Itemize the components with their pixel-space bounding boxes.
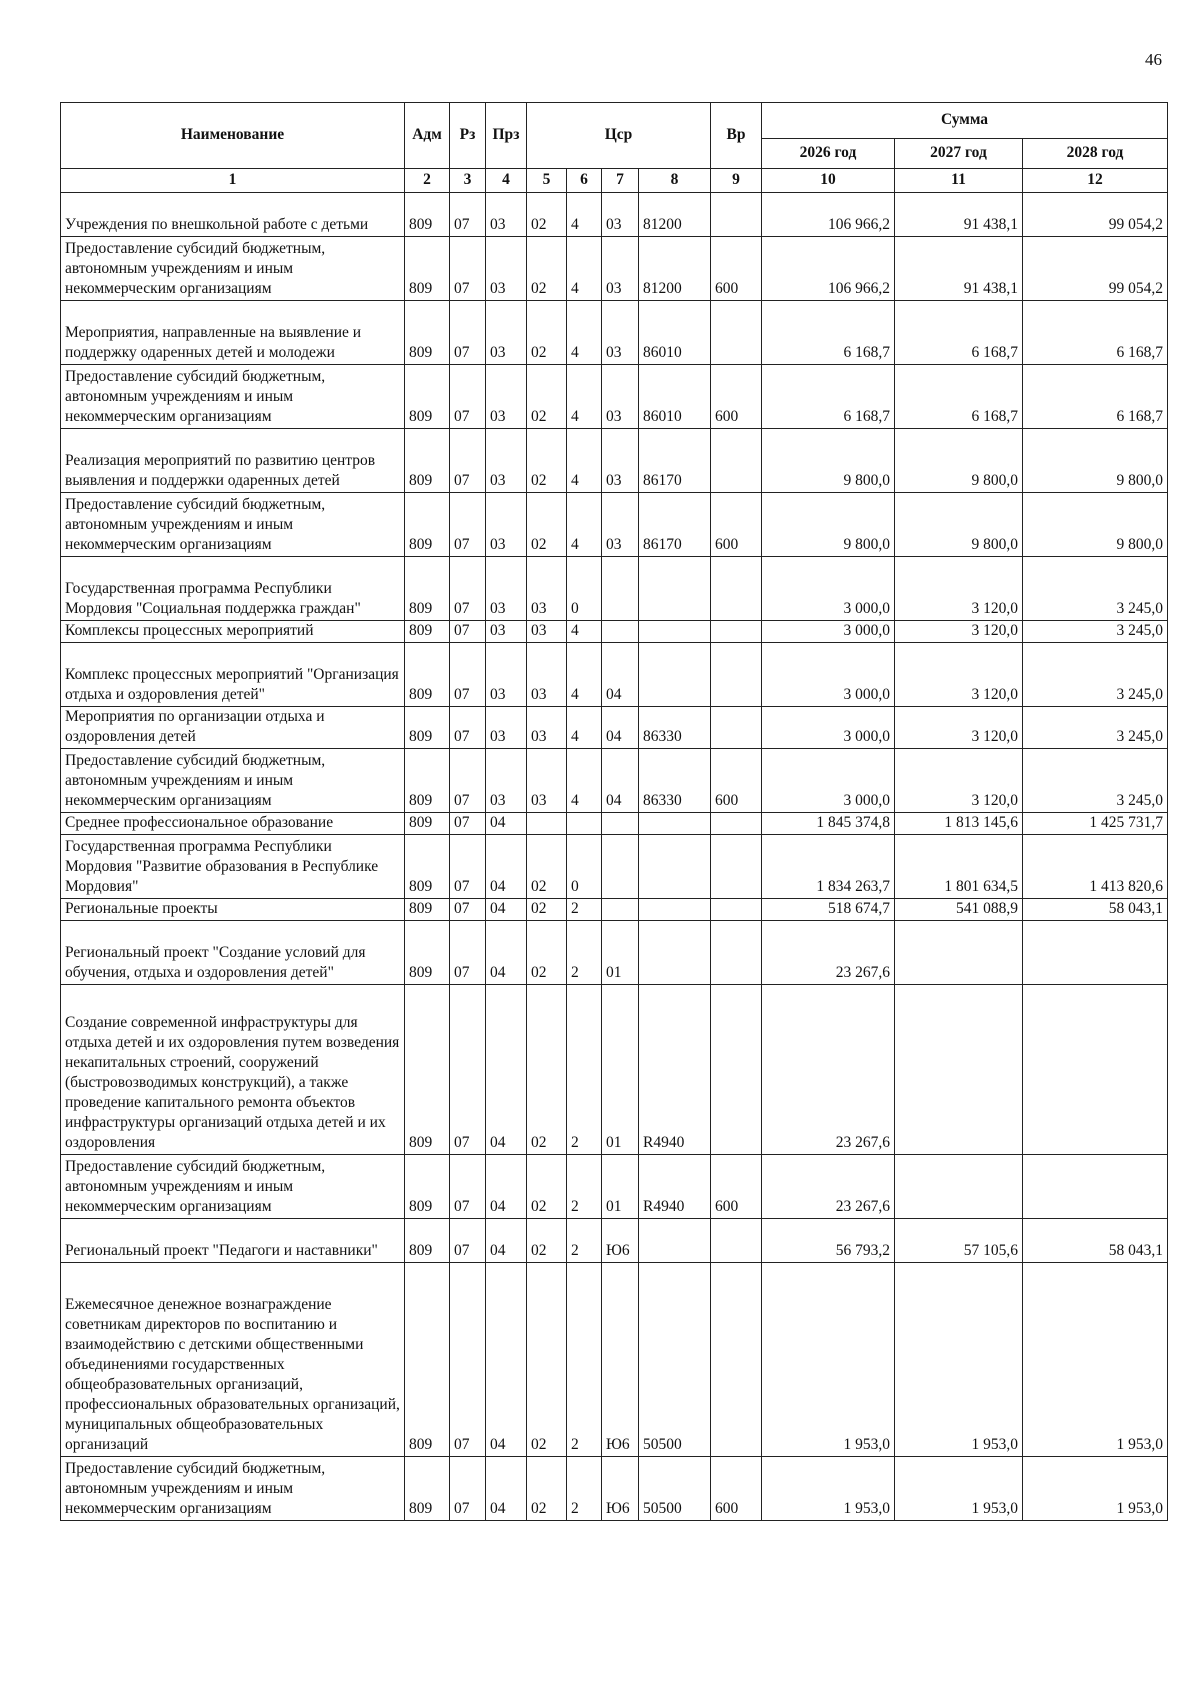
cell-sum-2027: 1 813 145,6 [895, 813, 1023, 835]
cell-sum-2028: 6 168,7 [1023, 365, 1168, 429]
cell-prz: 03 [486, 493, 527, 557]
column-number: 11 [895, 169, 1023, 193]
cell-sum-2026: 1 834 263,7 [762, 835, 895, 899]
column-number: 8 [639, 169, 711, 193]
cell-sum-2027: 3 120,0 [895, 621, 1023, 643]
cell-adm: 809 [405, 813, 450, 835]
cell-csr-8: 86330 [639, 707, 711, 749]
cell-csr-7 [602, 835, 639, 899]
cell-sum-2026: 9 800,0 [762, 493, 895, 557]
cell-sum-2027: 541 088,9 [895, 899, 1023, 921]
cell-csr-6: 4 [567, 621, 602, 643]
cell-prz: 03 [486, 365, 527, 429]
cell-adm: 809 [405, 921, 450, 985]
cell-csr-5: 02 [527, 1219, 567, 1263]
cell-vr: 600 [711, 1155, 762, 1219]
row-name: Учреждения по внешкольной работе с детьми [61, 193, 405, 237]
cell-rz: 07 [450, 643, 486, 707]
header-rz: Рз [450, 103, 486, 169]
cell-csr-7 [602, 899, 639, 921]
cell-csr-7: 03 [602, 301, 639, 365]
cell-prz: 03 [486, 643, 527, 707]
cell-rz: 07 [450, 429, 486, 493]
cell-adm: 809 [405, 301, 450, 365]
cell-sum-2027: 3 120,0 [895, 643, 1023, 707]
table-row [61, 1457, 1168, 1521]
table-row [61, 237, 1168, 301]
row-name: Среднее профессиональное образование [61, 813, 405, 835]
cell-sum-2027: 9 800,0 [895, 429, 1023, 493]
cell-csr-6: 4 [567, 707, 602, 749]
column-number: 10 [762, 169, 895, 193]
cell-sum-2027: 91 438,1 [895, 237, 1023, 301]
cell-csr-6: 4 [567, 301, 602, 365]
cell-adm: 809 [405, 749, 450, 813]
cell-csr-5: 02 [527, 921, 567, 985]
column-number: 4 [486, 169, 527, 193]
table-row [61, 899, 1168, 921]
table-row [61, 985, 1168, 1155]
cell-csr-8: 86330 [639, 749, 711, 813]
row-name: Государственная программа Республики Мордовия "Развитие образования в Республике Мордовия" [61, 835, 405, 899]
row-name: Региональный проект "Создание условий для обучения, отдыха и оздоровления детей" [61, 921, 405, 985]
cell-csr-6: 4 [567, 365, 602, 429]
table-row [61, 1219, 1168, 1263]
header-prz: Прз [486, 103, 527, 169]
cell-sum-2028: 99 054,2 [1023, 237, 1168, 301]
cell-prz: 04 [486, 1263, 527, 1457]
row-name: Региональный проект "Педагоги и наставники" [61, 1219, 405, 1263]
header-csr: Цср [527, 103, 711, 169]
cell-rz: 07 [450, 899, 486, 921]
cell-vr [711, 301, 762, 365]
cell-csr-8: 86170 [639, 493, 711, 557]
cell-adm: 809 [405, 643, 450, 707]
cell-rz: 07 [450, 1457, 486, 1521]
cell-sum-2028: 6 168,7 [1023, 301, 1168, 365]
cell-sum-2027: 3 120,0 [895, 557, 1023, 621]
cell-csr-6: 4 [567, 493, 602, 557]
cell-prz: 04 [486, 1457, 527, 1521]
table-row [61, 921, 1168, 985]
cell-csr-7 [602, 621, 639, 643]
row-name: Государственная программа Республики Мордовия "Социальная поддержка граждан" [61, 557, 405, 621]
table-row [61, 835, 1168, 899]
cell-csr-5: 02 [527, 365, 567, 429]
cell-sum-2026: 23 267,6 [762, 921, 895, 985]
cell-csr-8: 86170 [639, 429, 711, 493]
header-adm: Адм [405, 103, 450, 169]
column-number: 7 [602, 169, 639, 193]
cell-csr-8: R4940 [639, 985, 711, 1155]
cell-csr-8: 50500 [639, 1263, 711, 1457]
cell-adm: 809 [405, 365, 450, 429]
cell-sum-2028: 3 245,0 [1023, 707, 1168, 749]
row-name: Предоставление субсидий бюджетным, автономным учреждениям и иным некоммерческим организациям [61, 493, 405, 557]
header-year-2026: 2026 год [762, 139, 895, 169]
cell-sum-2026: 23 267,6 [762, 1155, 895, 1219]
cell-csr-7: 04 [602, 707, 639, 749]
cell-csr-5: 02 [527, 301, 567, 365]
cell-sum-2028 [1023, 921, 1168, 985]
row-name: Создание современной инфраструктуры для отдыха детей и их оздоровления путем возведения некапитальных строений, сооружений (быстровозводимых конструкций), а также проведение капитального ремонта объектов инфраструктуры организаций отдыха детей и их оздоровления [61, 985, 405, 1155]
cell-vr [711, 1263, 762, 1457]
cell-vr [711, 835, 762, 899]
cell-adm: 809 [405, 1457, 450, 1521]
table-row [61, 301, 1168, 365]
header-summa: Сумма [762, 103, 1168, 139]
cell-rz: 07 [450, 985, 486, 1155]
cell-csr-7: 03 [602, 429, 639, 493]
cell-sum-2028: 1 953,0 [1023, 1263, 1168, 1457]
cell-adm: 809 [405, 1219, 450, 1263]
cell-csr-7: 04 [602, 749, 639, 813]
table-row [61, 813, 1168, 835]
cell-vr: 600 [711, 749, 762, 813]
cell-csr-5: 03 [527, 707, 567, 749]
column-number: 3 [450, 169, 486, 193]
cell-rz: 07 [450, 1263, 486, 1457]
cell-vr: 600 [711, 237, 762, 301]
cell-sum-2026: 56 793,2 [762, 1219, 895, 1263]
cell-sum-2028 [1023, 1155, 1168, 1219]
cell-prz: 03 [486, 301, 527, 365]
row-name: Ежемесячное денежное вознаграждение советникам директоров по воспитанию и взаимодействию с детскими общественными объединениями государственных общеобразовательных организаций, профессиональных образовательных организаций, муниципальных общеобразовательных организаций [61, 1263, 405, 1457]
cell-vr: 600 [711, 1457, 762, 1521]
cell-sum-2028: 58 043,1 [1023, 899, 1168, 921]
cell-sum-2027 [895, 1155, 1023, 1219]
cell-adm: 809 [405, 835, 450, 899]
cell-vr [711, 643, 762, 707]
cell-csr-6: 2 [567, 899, 602, 921]
page-number: 46 [1145, 50, 1162, 69]
column-number: 2 [405, 169, 450, 193]
cell-csr-7: 01 [602, 985, 639, 1155]
cell-sum-2027: 3 120,0 [895, 707, 1023, 749]
cell-csr-7: 01 [602, 921, 639, 985]
cell-sum-2028: 3 245,0 [1023, 749, 1168, 813]
cell-csr-5: 03 [527, 621, 567, 643]
cell-prz: 03 [486, 621, 527, 643]
cell-csr-5: 02 [527, 1263, 567, 1457]
cell-sum-2026: 3 000,0 [762, 643, 895, 707]
cell-vr [711, 193, 762, 237]
cell-csr-8 [639, 899, 711, 921]
cell-csr-5: 03 [527, 557, 567, 621]
cell-csr-7: 03 [602, 237, 639, 301]
cell-adm: 809 [405, 237, 450, 301]
cell-sum-2027: 1 953,0 [895, 1263, 1023, 1457]
table-row [61, 365, 1168, 429]
cell-sum-2026: 9 800,0 [762, 429, 895, 493]
cell-adm: 809 [405, 193, 450, 237]
cell-csr-7: 04 [602, 643, 639, 707]
cell-vr [711, 985, 762, 1155]
cell-prz: 03 [486, 193, 527, 237]
cell-csr-6: 2 [567, 921, 602, 985]
cell-sum-2027: 6 168,7 [895, 365, 1023, 429]
cell-rz: 07 [450, 621, 486, 643]
cell-sum-2028: 58 043,1 [1023, 1219, 1168, 1263]
row-name: Предоставление субсидий бюджетным, автономным учреждениям и иным некоммерческим организациям [61, 1155, 405, 1219]
row-name: Предоставление субсидий бюджетным, автономным учреждениям и иным некоммерческим организациям [61, 1457, 405, 1521]
cell-csr-7: 03 [602, 493, 639, 557]
cell-sum-2026: 518 674,7 [762, 899, 895, 921]
cell-csr-8: 81200 [639, 237, 711, 301]
header-year-2027: 2027 год [895, 139, 1023, 169]
cell-csr-5: 02 [527, 899, 567, 921]
cell-csr-6: 2 [567, 1457, 602, 1521]
row-name: Предоставление субсидий бюджетным, автономным учреждениям и иным некоммерческим организациям [61, 365, 405, 429]
cell-sum-2026: 6 168,7 [762, 365, 895, 429]
cell-prz: 04 [486, 1219, 527, 1263]
cell-csr-5: 02 [527, 985, 567, 1155]
cell-vr [711, 813, 762, 835]
cell-sum-2027: 1 801 634,5 [895, 835, 1023, 899]
cell-vr: 600 [711, 365, 762, 429]
cell-adm: 809 [405, 899, 450, 921]
cell-csr-7: 01 [602, 1155, 639, 1219]
cell-sum-2028: 9 800,0 [1023, 493, 1168, 557]
cell-sum-2027: 9 800,0 [895, 493, 1023, 557]
cell-adm: 809 [405, 621, 450, 643]
cell-sum-2027: 6 168,7 [895, 301, 1023, 365]
cell-sum-2026: 6 168,7 [762, 301, 895, 365]
cell-sum-2026: 3 000,0 [762, 557, 895, 621]
row-name: Региональные проекты [61, 899, 405, 921]
cell-csr-8 [639, 557, 711, 621]
cell-rz: 07 [450, 557, 486, 621]
cell-csr-7 [602, 813, 639, 835]
cell-sum-2027: 57 105,6 [895, 1219, 1023, 1263]
cell-adm: 809 [405, 493, 450, 557]
budget-table-body [61, 193, 1168, 1521]
header-vr: Вр [711, 103, 762, 169]
cell-csr-8 [639, 813, 711, 835]
cell-sum-2028: 3 245,0 [1023, 621, 1168, 643]
column-number: 6 [567, 169, 602, 193]
cell-sum-2027: 3 120,0 [895, 749, 1023, 813]
cell-csr-5: 02 [527, 237, 567, 301]
cell-rz: 07 [450, 1219, 486, 1263]
cell-prz: 03 [486, 237, 527, 301]
cell-csr-8: 86010 [639, 301, 711, 365]
cell-csr-5: 02 [527, 1155, 567, 1219]
cell-csr-5: 02 [527, 429, 567, 493]
row-name: Мероприятия по организации отдыха и оздоровления детей [61, 707, 405, 749]
cell-csr-7: 03 [602, 193, 639, 237]
cell-vr [711, 1219, 762, 1263]
cell-csr-7: Ю6 [602, 1263, 639, 1457]
cell-csr-6: 4 [567, 237, 602, 301]
cell-rz: 07 [450, 237, 486, 301]
cell-csr-8: 50500 [639, 1457, 711, 1521]
cell-csr-8 [639, 1219, 711, 1263]
cell-rz: 07 [450, 707, 486, 749]
cell-adm: 809 [405, 557, 450, 621]
cell-rz: 07 [450, 835, 486, 899]
cell-sum-2026: 23 267,6 [762, 985, 895, 1155]
cell-csr-5: 02 [527, 1457, 567, 1521]
cell-prz: 03 [486, 749, 527, 813]
cell-sum-2026: 1 953,0 [762, 1457, 895, 1521]
cell-csr-5: 02 [527, 493, 567, 557]
cell-prz: 04 [486, 835, 527, 899]
cell-sum-2028: 3 245,0 [1023, 643, 1168, 707]
cell-rz: 07 [450, 1155, 486, 1219]
cell-csr-6: 0 [567, 557, 602, 621]
table-row [61, 557, 1168, 621]
cell-csr-6: 0 [567, 835, 602, 899]
header-year-2028: 2028 год [1023, 139, 1168, 169]
cell-prz: 03 [486, 707, 527, 749]
cell-csr-5: 03 [527, 749, 567, 813]
cell-prz: 04 [486, 1155, 527, 1219]
column-number: 5 [527, 169, 567, 193]
cell-prz: 04 [486, 813, 527, 835]
cell-sum-2026: 1 953,0 [762, 1263, 895, 1457]
column-number-row [61, 169, 1168, 193]
cell-csr-8 [639, 621, 711, 643]
column-number: 1 [61, 169, 405, 193]
cell-adm: 809 [405, 1263, 450, 1457]
row-name: Комплекс процессных мероприятий "Организация отдыха и оздоровления детей" [61, 643, 405, 707]
cell-csr-7: Ю6 [602, 1219, 639, 1263]
cell-sum-2026: 3 000,0 [762, 707, 895, 749]
cell-prz: 03 [486, 557, 527, 621]
column-number: 12 [1023, 169, 1168, 193]
cell-csr-6: 4 [567, 643, 602, 707]
column-number: 9 [711, 169, 762, 193]
cell-vr [711, 899, 762, 921]
cell-sum-2028: 1 953,0 [1023, 1457, 1168, 1521]
cell-sum-2027 [895, 921, 1023, 985]
cell-csr-7: Ю6 [602, 1457, 639, 1521]
cell-sum-2027 [895, 985, 1023, 1155]
cell-csr-8: R4940 [639, 1155, 711, 1219]
cell-adm: 809 [405, 985, 450, 1155]
budget-table [60, 102, 1168, 1521]
cell-vr [711, 429, 762, 493]
cell-sum-2028: 9 800,0 [1023, 429, 1168, 493]
cell-csr-6: 4 [567, 749, 602, 813]
row-name: Предоставление субсидий бюджетным, автономным учреждениям и иным некоммерческим организациям [61, 749, 405, 813]
table-row [61, 1263, 1168, 1457]
cell-csr-5 [527, 813, 567, 835]
table-row [61, 193, 1168, 237]
cell-rz: 07 [450, 365, 486, 429]
cell-prz: 04 [486, 921, 527, 985]
cell-rz: 07 [450, 493, 486, 557]
cell-csr-5: 02 [527, 835, 567, 899]
cell-csr-6: 4 [567, 429, 602, 493]
cell-rz: 07 [450, 813, 486, 835]
cell-csr-6: 2 [567, 1155, 602, 1219]
cell-vr: 600 [711, 493, 762, 557]
cell-sum-2026: 3 000,0 [762, 621, 895, 643]
cell-csr-6: 2 [567, 1263, 602, 1457]
cell-csr-5: 02 [527, 193, 567, 237]
cell-rz: 07 [450, 749, 486, 813]
cell-vr [711, 621, 762, 643]
table-row [61, 493, 1168, 557]
cell-sum-2026: 3 000,0 [762, 749, 895, 813]
cell-csr-6: 2 [567, 1219, 602, 1263]
row-name: Реализация мероприятий по развитию центров выявления и поддержки одаренных детей [61, 429, 405, 493]
table-row [61, 643, 1168, 707]
cell-sum-2026: 106 966,2 [762, 193, 895, 237]
cell-sum-2027: 91 438,1 [895, 193, 1023, 237]
cell-sum-2028: 1 413 820,6 [1023, 835, 1168, 899]
cell-rz: 07 [450, 193, 486, 237]
table-row [61, 621, 1168, 643]
table-row [61, 749, 1168, 813]
cell-sum-2026: 1 845 374,8 [762, 813, 895, 835]
cell-csr-6: 2 [567, 985, 602, 1155]
cell-csr-6 [567, 813, 602, 835]
row-name: Предоставление субсидий бюджетным, автономным учреждениям и иным некоммерческим организациям [61, 237, 405, 301]
cell-csr-6: 4 [567, 193, 602, 237]
cell-adm: 809 [405, 1155, 450, 1219]
cell-prz: 03 [486, 429, 527, 493]
cell-vr [711, 557, 762, 621]
cell-sum-2028: 3 245,0 [1023, 557, 1168, 621]
cell-sum-2028 [1023, 985, 1168, 1155]
cell-prz: 04 [486, 985, 527, 1155]
cell-sum-2027: 1 953,0 [895, 1457, 1023, 1521]
cell-adm: 809 [405, 429, 450, 493]
table-row [61, 429, 1168, 493]
table-row [61, 707, 1168, 749]
cell-csr-7: 03 [602, 365, 639, 429]
cell-sum-2026: 106 966,2 [762, 237, 895, 301]
cell-csr-5: 03 [527, 643, 567, 707]
row-name: Мероприятия, направленные на выявление и поддержку одаренных детей и молодежи [61, 301, 405, 365]
header-name: Наименование [61, 103, 405, 169]
row-name: Комплексы процессных мероприятий [61, 621, 405, 643]
cell-vr [711, 921, 762, 985]
cell-prz: 04 [486, 899, 527, 921]
cell-rz: 07 [450, 301, 486, 365]
cell-vr [711, 707, 762, 749]
cell-csr-8 [639, 921, 711, 985]
cell-sum-2028: 1 425 731,7 [1023, 813, 1168, 835]
cell-csr-7 [602, 557, 639, 621]
cell-csr-8 [639, 835, 711, 899]
cell-sum-2028: 99 054,2 [1023, 193, 1168, 237]
cell-csr-8: 81200 [639, 193, 711, 237]
cell-rz: 07 [450, 921, 486, 985]
cell-csr-8 [639, 643, 711, 707]
cell-adm: 809 [405, 707, 450, 749]
table-row [61, 1155, 1168, 1219]
cell-csr-8: 86010 [639, 365, 711, 429]
